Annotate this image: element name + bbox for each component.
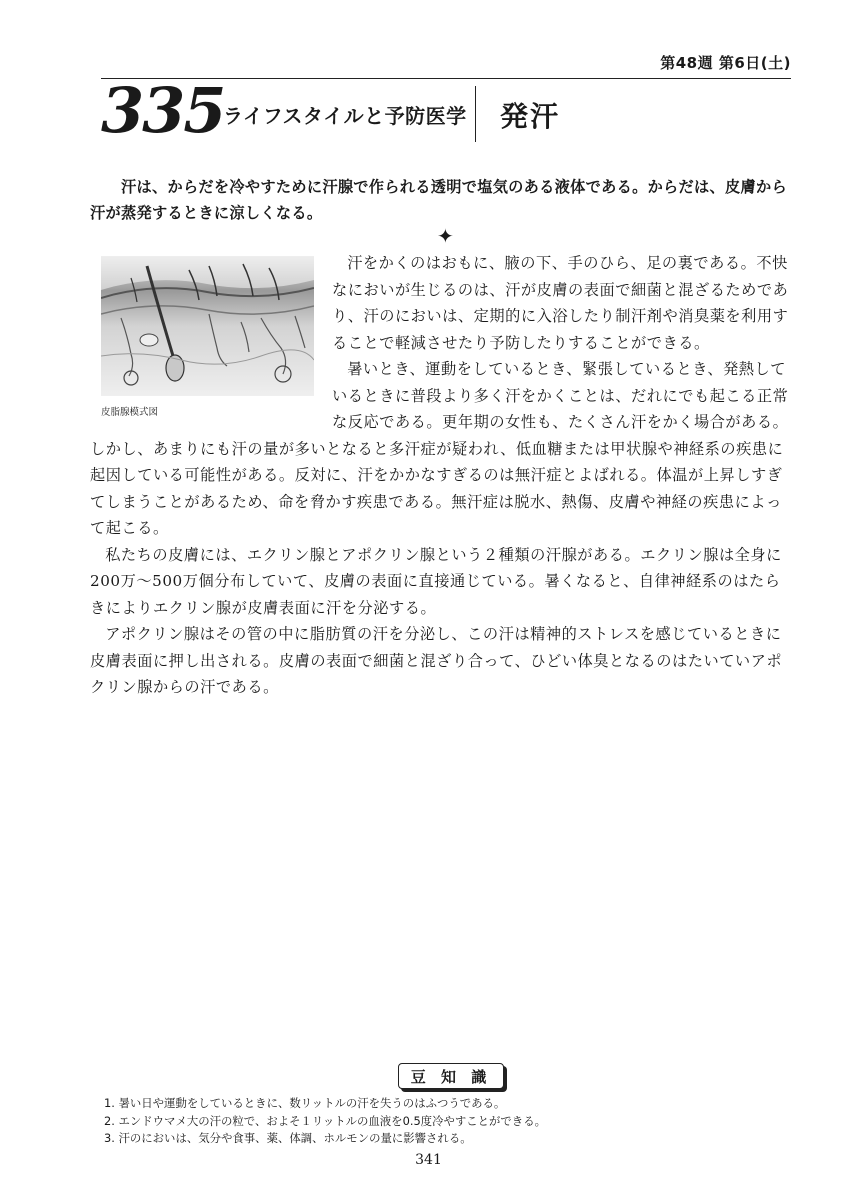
trivia-item: 1. 暑い日や運動をしているときに、数リットルの汗を失うのはふつうである。 <box>104 1096 506 1110</box>
figure-space <box>90 250 332 434</box>
body-paragraph: 私たちの皮膚には、エクリン腺とアポクリン腺という２種類の汗腺がある。エクリン腺は全身に200万〜500万個分布していて、皮膚の表面に直接通じている。暑くなると、自律神経系のはたらきによりエクリン腺が皮膚表面に汗を分泌する。 <box>90 545 782 617</box>
page-title: 発汗 <box>500 100 561 133</box>
body-paragraph: 暑いとき、運動をしているとき、緊張しているとき、発熱しているときに普段より多く汗をかくことは、だれにでも起こる正常な反応である。更年期の女性も、たくさん汗をかく場合がある。しかし、あまりにも汗の量が多いとなると多汗症が疑われ、低血糖または甲状腺や神経系の疾患に起因している可能性がある。反対に、汗をかかなすぎるのは無汗症とよばれる。体温が上昇しすぎてしまうことがあるため、命を脅かす疾患である。無汗症は脱水、熱傷、皮膚や神経の疾患によって起こる。 <box>90 360 789 537</box>
trivia-item: 3. 汗のにおいは、気分や食事、薬、体調、ホルモンの量に影響される。 <box>104 1131 472 1145</box>
week-day-label: 第48週 第6日(土) <box>660 54 791 72</box>
entry-number: 335 <box>101 74 225 147</box>
trivia-heading: 豆 知 識 <box>398 1063 504 1089</box>
figure-caption: 皮脂腺模式図 <box>101 407 159 418</box>
category-label: ライフスタイルと予防医学 <box>223 104 467 128</box>
trivia-list <box>104 1095 794 1148</box>
body-paragraph: アポクリン腺はその管の中に脂肪質の汗を分泌し、この汗は精神的ストレスを感じているときに皮膚表面に押し出される。皮膚の表面で細菌と混ざり合って、ひどい体臭となるのはたいていアポクリン腺からの汗である。 <box>90 625 783 696</box>
body-text <box>90 250 796 701</box>
trivia-item: 2. エンドウマメ大の汗の粒で、およそ１リットルの血液を0.5度冷やすことができる。 <box>104 1113 546 1128</box>
separator-diamond-icon: ✦ <box>437 224 454 248</box>
body-paragraph: 汗をかくのはおもに、腋の下、手のひら、足の裏である。不快なにおいが生じるのは、汗が皮膚の表面で細菌と混ざるためであり、汗のにおいは、定期的に入浴したり制汗剤や消臭薬を利用することで軽減させたり予防したりすることができる。 <box>332 254 789 352</box>
lead-paragraph: 汗は、からだを冷やすために汗腺で作られる透明で塩気のある液体である。からだは、皮膚から汗が蒸発するときに涼しくなる。 <box>90 178 787 222</box>
page-number: 341 <box>415 1152 442 1168</box>
title-divider <box>475 86 476 142</box>
